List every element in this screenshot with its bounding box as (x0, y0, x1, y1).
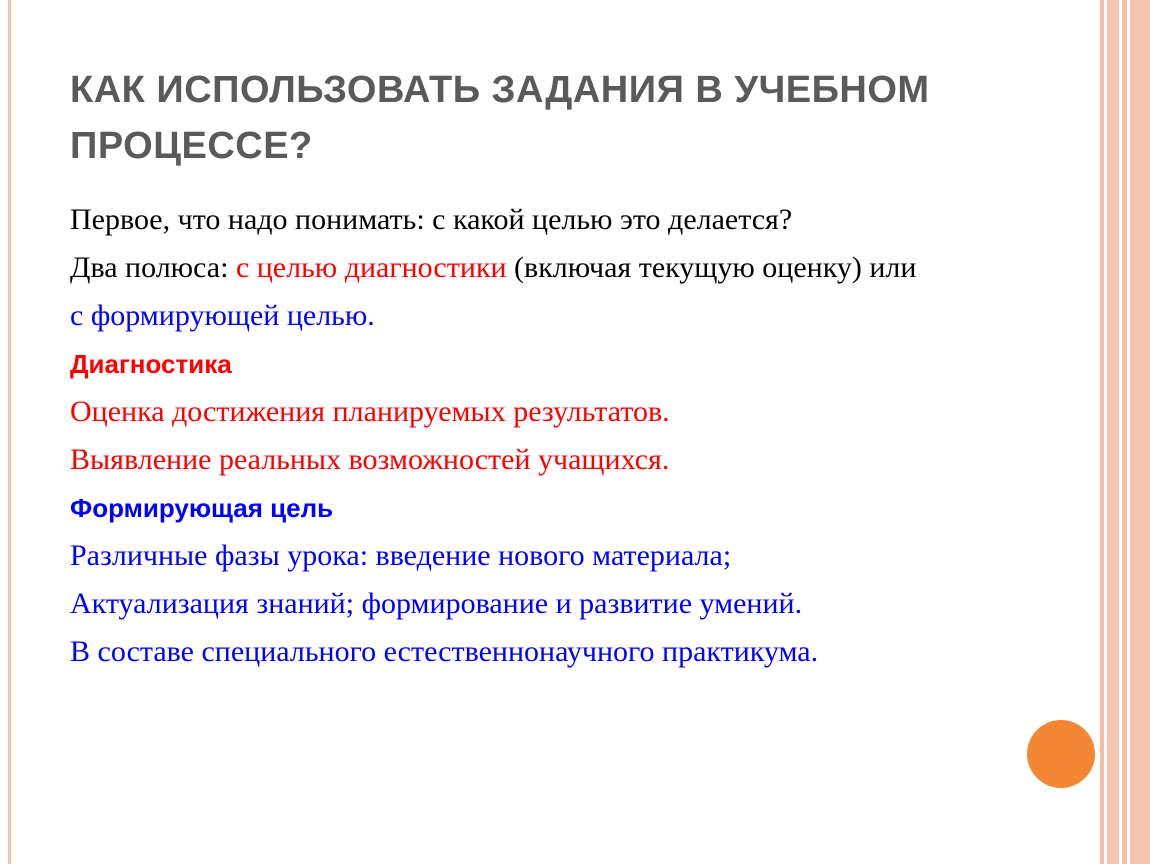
heading-formative: Формирующая цель (70, 493, 334, 523)
line-formative-purpose: с формирующей целью. (70, 299, 375, 332)
line-identify-abilities: Выявление реальных возможностей учащихся. (70, 443, 670, 476)
line-assessment: Оценка достижения планируемых результатов. (70, 395, 670, 428)
right-decorative-stripes (1100, 0, 1150, 864)
heading-diagnostics: Диагностика (70, 349, 232, 379)
line-practicum: В составе специального естественнонаучного практикума. (70, 635, 819, 668)
line-lesson-phases: Различные фазы урока: введение нового материала; (70, 539, 732, 572)
orange-circle-decoration (1027, 720, 1095, 788)
diagnostics-purpose: с целью диагностики (235, 251, 507, 284)
two-poles-label: Два полюса: (70, 251, 236, 284)
slide-body (70, 200, 970, 680)
two-poles-rest: (включая текущую оценку) или (506, 251, 917, 284)
line-two-poles (70, 248, 970, 288)
line-knowledge-update: Актуализация знаний; формирование и развитие умений. (70, 587, 803, 620)
slide-title: КАК ИСПОЛЬЗОВАТЬ ЗАДАНИЯ В УЧЕБНОМ ПРОЦЕССЕ? (70, 69, 930, 167)
line-question: Первое, что надо понимать: с какой целью это делается? (70, 203, 793, 236)
left-border-line (8, 0, 11, 864)
